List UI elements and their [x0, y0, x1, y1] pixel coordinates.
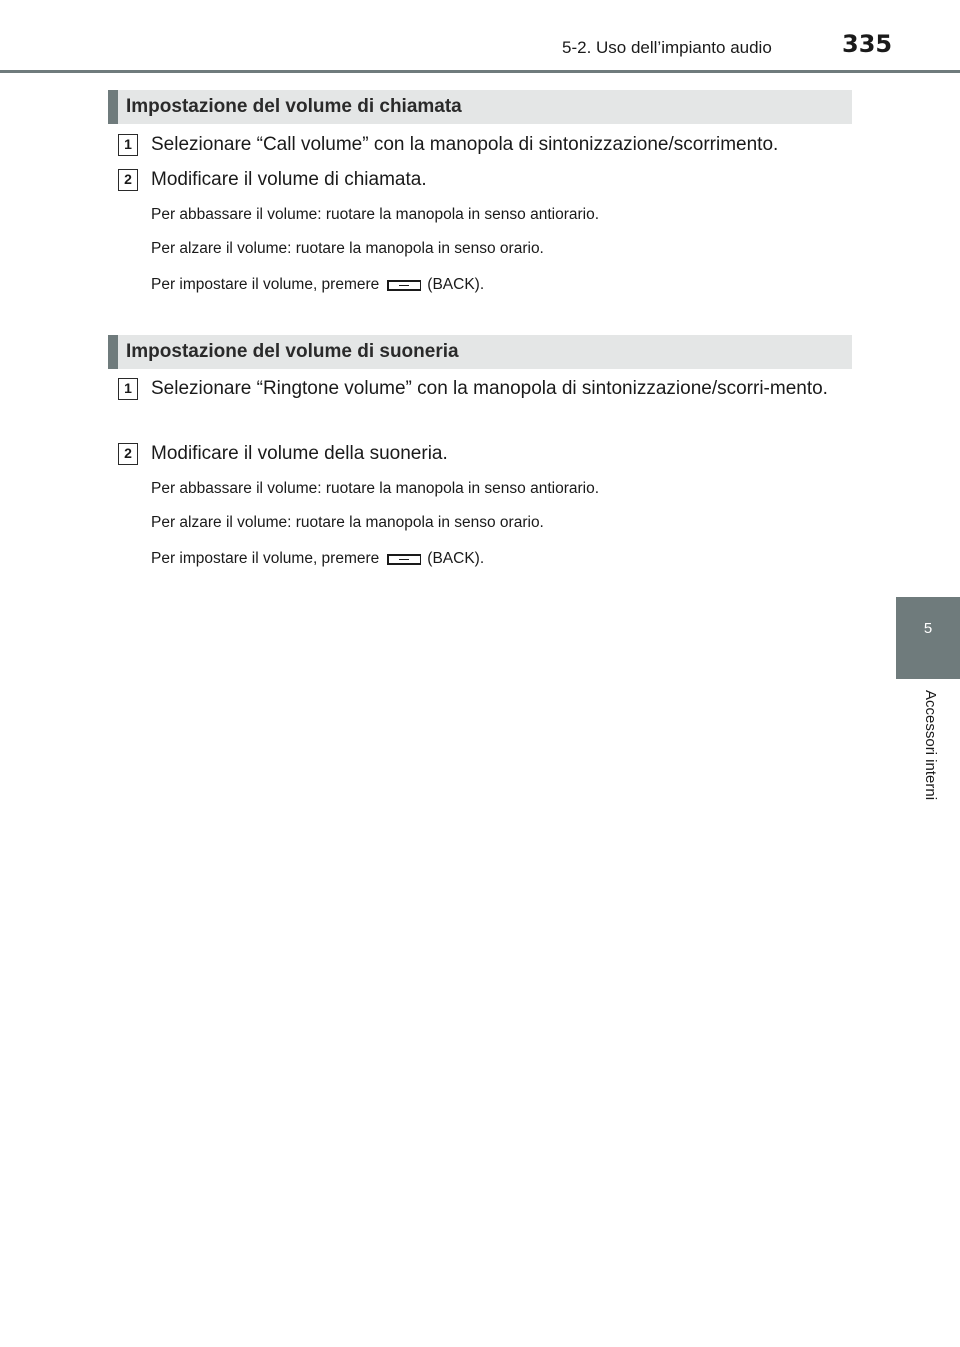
chapter-tab — [896, 597, 960, 679]
chapter-tab-number: 5 — [923, 620, 933, 637]
section-heading-call-volume — [108, 90, 852, 124]
section-heading-title: Impostazione del volume di chiamata — [126, 96, 462, 117]
chapter-tab-label: Accessori interni — [922, 690, 939, 801]
header-rule — [0, 70, 960, 73]
note-confirm — [151, 550, 484, 568]
section-heading-accent — [108, 335, 118, 369]
note-increase: Per alzare il volume: ruotare la manopola in senso orario. — [151, 240, 544, 257]
note-decrease: Per abbassare il volume: ruotare la manopola in senso antiorario. — [151, 206, 600, 223]
note-confirm — [151, 276, 484, 294]
step-badge-1: 1 — [118, 134, 138, 156]
section-heading-accent — [108, 90, 118, 124]
section-heading-ringtone-volume — [108, 335, 852, 369]
note-increase: Per alzare il volume: ruotare la manopola in senso orario. — [151, 514, 544, 531]
step-badge-2: 2 — [118, 443, 138, 465]
step-badge-1: 1 — [118, 378, 138, 400]
back-button-icon — [387, 552, 421, 566]
back-button-icon — [387, 278, 421, 292]
step-text-2: Modificare il volume di chiamata. — [151, 169, 427, 190]
section-heading-title: Impostazione del volume di suoneria — [126, 341, 459, 362]
note-confirm-before: Per impostare il volume, premere — [151, 550, 380, 567]
step-text-1: Selezionare “Call volume” con la manopola di sintonizzazione/scorrimento. — [151, 134, 779, 155]
header-section-title: 5-2. Uso dell’impianto audio — [562, 38, 772, 57]
step-text-2: Modificare il volume della suoneria. — [151, 443, 448, 464]
note-confirm-before: Per impostare il volume, premere — [151, 276, 380, 293]
page-number: 335 — [842, 30, 893, 58]
note-confirm-after: (BACK). — [427, 276, 485, 293]
step-badge-2: 2 — [118, 169, 138, 191]
step-text-1: Selezionare “Ringtone volume” con la manopola di sintonizzazione/scorri-mento. — [151, 378, 828, 399]
note-decrease: Per abbassare il volume: ruotare la manopola in senso antiorario. — [151, 480, 600, 497]
note-confirm-after: (BACK). — [427, 550, 485, 567]
